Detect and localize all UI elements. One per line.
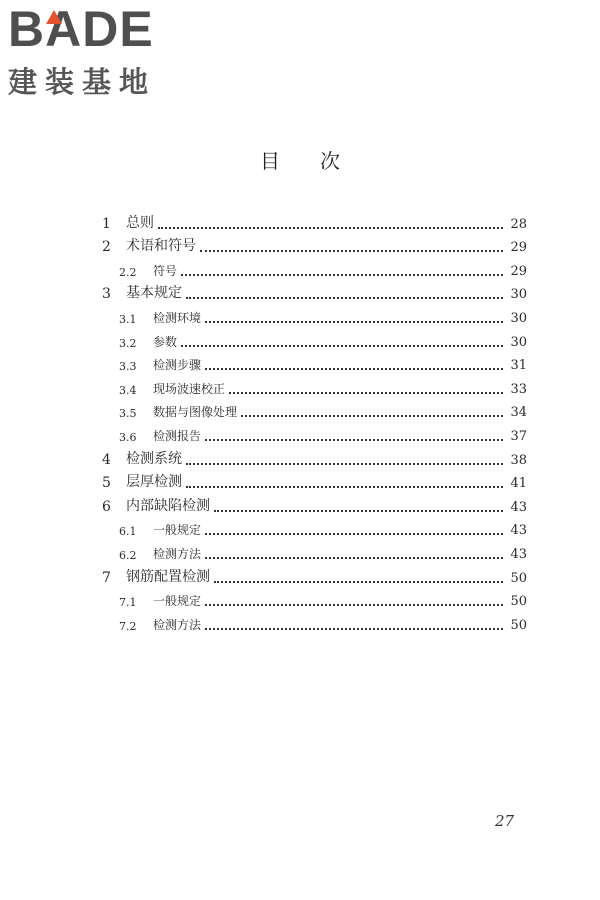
toc-entry-label: 总则 bbox=[126, 214, 154, 231]
toc-entry-label: 检测报告 bbox=[153, 428, 202, 443]
toc-entry-page: 30 bbox=[510, 287, 527, 303]
toc-entry[interactable] bbox=[102, 279, 527, 303]
toc-entry[interactable] bbox=[102, 468, 527, 492]
toc-entry[interactable] bbox=[102, 302, 527, 326]
toc-entry-page: 33 bbox=[510, 381, 527, 397]
toc-leader-dots bbox=[186, 486, 503, 488]
toc-entry[interactable] bbox=[102, 609, 527, 633]
toc-entry[interactable] bbox=[102, 515, 527, 539]
toc-leader-dots bbox=[205, 557, 503, 559]
logo-wordmark bbox=[8, 1, 178, 57]
toc-entry-number: 3.2 bbox=[119, 336, 137, 350]
brand-logo bbox=[8, 1, 178, 101]
logo-mark-text: BADE bbox=[8, 1, 154, 57]
toc-entry-page: 50 bbox=[510, 594, 527, 610]
toc-entry-page: 31 bbox=[510, 358, 527, 374]
toc-entry-label: 一般规定 bbox=[153, 523, 202, 538]
toc-entry-page: 43 bbox=[510, 546, 527, 562]
toc-leader-dots bbox=[186, 297, 503, 299]
toc-leader-dots bbox=[229, 392, 503, 394]
toc-entry-page: 50 bbox=[510, 570, 527, 586]
toc-entry-number: 3.4 bbox=[119, 383, 137, 397]
toc-entry-label: 检测环境 bbox=[153, 310, 202, 325]
toc-leader-dots bbox=[205, 368, 503, 370]
toc-leader-dots bbox=[181, 345, 503, 347]
toc-entry-page: 30 bbox=[510, 310, 527, 326]
table-of-contents bbox=[102, 208, 527, 633]
toc-leader-dots bbox=[205, 533, 503, 535]
toc-leader-dots bbox=[205, 321, 503, 323]
toc-entry[interactable] bbox=[102, 491, 527, 515]
toc-leader-dots bbox=[205, 439, 503, 441]
toc-entry-page: 29 bbox=[510, 263, 527, 279]
toc-leader-dots bbox=[205, 604, 503, 606]
toc-entry-number: 2.2 bbox=[119, 265, 137, 279]
toc-entry-page: 38 bbox=[510, 452, 527, 468]
toc-entry-label: 检测步骤 bbox=[153, 358, 202, 373]
toc-entry-page: 29 bbox=[510, 240, 527, 256]
toc-entry-page: 34 bbox=[510, 405, 527, 421]
toc-entry-number: 3.5 bbox=[119, 407, 137, 421]
toc-entry[interactable] bbox=[102, 444, 527, 468]
toc-entry-number: 3.1 bbox=[119, 312, 137, 326]
toc-leader-dots bbox=[186, 463, 503, 465]
page-number: 27 bbox=[495, 812, 515, 830]
toc-entry-number: 3 bbox=[102, 286, 111, 303]
toc-entry-number: 6.1 bbox=[119, 525, 137, 539]
toc-entry-label: 术语和符号 bbox=[126, 238, 196, 255]
toc-entry[interactable] bbox=[102, 562, 527, 586]
toc-entry-number: 3.6 bbox=[119, 430, 137, 444]
logo-accent-triangle bbox=[46, 10, 62, 24]
toc-entry-label: 内部缺陷检测 bbox=[126, 497, 210, 514]
toc-entry[interactable] bbox=[102, 326, 527, 350]
toc-entry-page: 41 bbox=[510, 476, 527, 492]
toc-entry-page: 43 bbox=[510, 523, 527, 539]
toc-entry-page: 30 bbox=[510, 334, 527, 350]
toc-entry-page: 50 bbox=[510, 617, 527, 633]
toc-entry-label: 检测方法 bbox=[153, 617, 202, 632]
toc-entry-number: 3.3 bbox=[119, 360, 137, 374]
page-title: 目次 bbox=[260, 149, 380, 173]
toc-entry-number: 6.2 bbox=[119, 548, 137, 562]
toc-entry-number: 7.1 bbox=[119, 596, 137, 610]
toc-entry[interactable] bbox=[102, 586, 527, 610]
toc-entry[interactable] bbox=[102, 373, 527, 397]
toc-entry-number: 6 bbox=[102, 498, 111, 515]
toc-entry-label: 层厚检测 bbox=[126, 474, 182, 491]
toc-entry[interactable] bbox=[102, 232, 527, 256]
toc-leader-dots bbox=[158, 227, 503, 229]
toc-entry[interactable] bbox=[102, 208, 527, 232]
toc-leader-dots bbox=[200, 250, 503, 252]
toc-entry[interactable] bbox=[102, 255, 527, 279]
toc-entry-label: 钢筋配置检测 bbox=[126, 568, 210, 585]
toc-entry[interactable] bbox=[102, 420, 527, 444]
toc-entry[interactable] bbox=[102, 350, 527, 374]
toc-entry-label: 检测系统 bbox=[126, 450, 182, 467]
toc-entry-number: 2 bbox=[102, 239, 111, 256]
toc-entry-label: 符号 bbox=[153, 263, 178, 278]
toc-entry[interactable] bbox=[102, 538, 527, 562]
toc-leader-dots bbox=[214, 581, 503, 583]
toc-entry-label: 参数 bbox=[153, 334, 178, 349]
toc-entry-number: 5 bbox=[102, 475, 111, 492]
toc-leader-dots bbox=[205, 628, 503, 630]
toc-entry-label: 数据与图像处理 bbox=[153, 405, 238, 420]
toc-entry-number: 7 bbox=[102, 569, 111, 586]
toc-entry-number: 1 bbox=[102, 215, 111, 232]
toc-entry-label: 现场波速校正 bbox=[153, 381, 226, 396]
toc-leader-dots bbox=[241, 415, 503, 417]
toc-entry-label: 检测方法 bbox=[153, 546, 202, 561]
logo-subtitle: 建装基地 bbox=[8, 65, 157, 99]
toc-leader-dots bbox=[214, 510, 503, 512]
toc-entry-page: 43 bbox=[510, 499, 527, 515]
toc-entry-page: 37 bbox=[510, 428, 527, 444]
toc-entry-number: 4 bbox=[102, 451, 111, 468]
toc-entry-label: 基本规定 bbox=[126, 285, 182, 302]
toc-entry[interactable] bbox=[102, 397, 527, 421]
toc-leader-dots bbox=[181, 274, 503, 276]
toc-entry-number: 7.2 bbox=[119, 619, 137, 633]
toc-entry-page: 28 bbox=[510, 216, 527, 232]
toc-entry-label: 一般规定 bbox=[153, 594, 202, 609]
